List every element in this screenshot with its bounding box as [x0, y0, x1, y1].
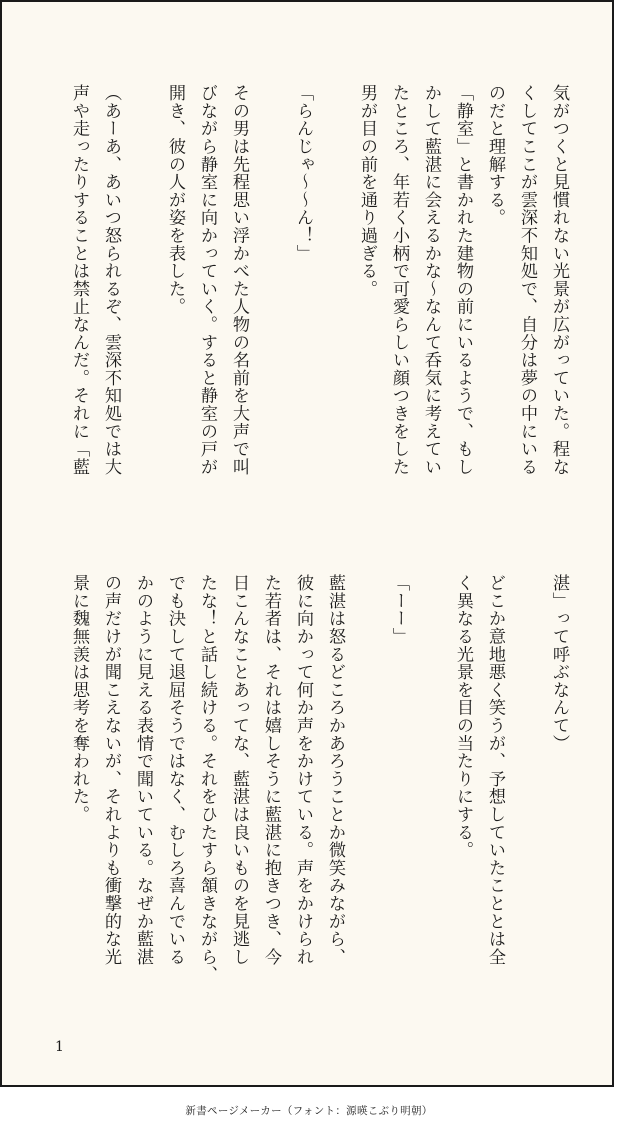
text-column: その男は先程思い浮かべた人物の名前を大声で叫 — [229, 84, 249, 476]
text-column: た若者は、それは嬉しそうに藍湛に抱きつき、今 — [261, 574, 281, 966]
text-column — [255, 84, 287, 524]
text-column: くしてここが雲深不知処で、自分は夢の中にいる — [517, 84, 537, 476]
text-column: 声や走ったりすることは禁止なんだ。それに「藍 — [69, 84, 89, 476]
text-column: 藍湛は怒るどころかあろうことか微笑みながら、 — [325, 574, 345, 966]
text-column: たところ、年若く小柄で可愛らしい顔つきをした — [389, 84, 409, 476]
text-column: 「静室」と書かれた建物の前にいるようで、もし — [453, 84, 473, 476]
text-column: の声だけが聞こえないが、それよりも衝撃的な光 — [101, 574, 121, 966]
text-column: 「らんじゃ〜〜ん！」 — [293, 84, 313, 262]
text-column: たな！と話し続ける。それをひたすら頷きながら、 — [197, 574, 217, 984]
text-column: 気がつくと見慣れない光景が広がっていた。程な — [549, 84, 569, 476]
text-column: 景に魏無羡は思考を奪われた。 — [69, 574, 89, 824]
text-column: どこか意地悪く笑うが、予想していたこととは全 — [485, 574, 505, 966]
text-column — [319, 84, 351, 524]
text-column: 湛」って呼ぶなんて） — [549, 574, 569, 752]
text-column: びながら静室に向かっていく。すると静室の戸が — [197, 84, 217, 476]
text-column: く異なる光景を目の当たりにする。 — [453, 574, 473, 859]
text-column: でも決して退屈そうではなく、むしろ喜んでいる — [165, 574, 185, 966]
text-column — [415, 574, 447, 1014]
text-column: 「ーー」 — [389, 574, 409, 646]
text-column — [511, 574, 543, 1014]
footer-credit: 新書ページメーカー（フォント：源暎こぶり明朝） — [185, 1105, 433, 1117]
text-column: かのように見える表情で聞いている。なぜか藍湛 — [133, 574, 153, 966]
text-column: 日こんなことあってな、藍湛は良いものを見逃し — [229, 574, 249, 966]
text-column: 開き、彼の人が姿を表した。 — [165, 84, 185, 316]
text-column: 男が目の前を通り過ぎる。 — [357, 84, 377, 298]
text-column: （あーあ、あいつ怒られるぞ、雲深不知処では大 — [101, 84, 121, 476]
text-column — [127, 84, 159, 524]
text-column — [351, 574, 383, 1014]
text-block-top — [63, 84, 575, 524]
text-column: 彼に向かって何か声をかけている。声をかけられ — [293, 574, 313, 966]
page-number: 1 — [55, 1039, 64, 1055]
text-column: かして藍湛に会えるかな〜なんて呑気に考えてい — [421, 84, 441, 476]
text-column: のだと理解する。 — [485, 84, 505, 227]
text-block-bottom — [63, 574, 575, 1014]
